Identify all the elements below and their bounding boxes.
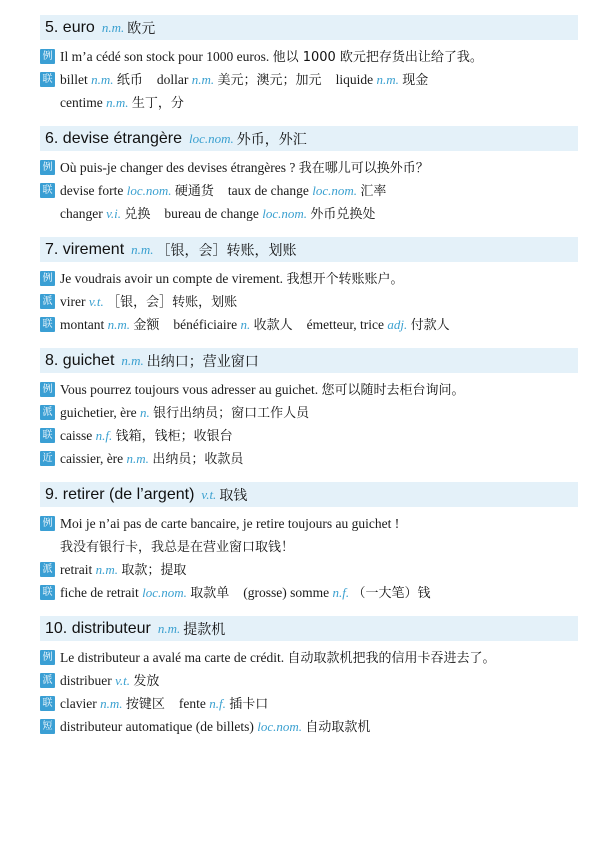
french-text: Moi je n’ai pas de carte bancaire, je retire toujours au guichet !	[60, 516, 400, 531]
french-text: Je voudrais avoir un compte de virement.	[60, 271, 284, 286]
chinese-text: 取款；提取	[121, 563, 187, 578]
entry	[40, 348, 578, 470]
translation: 外币，外汇	[236, 131, 307, 148]
chinese-text: 钱箱，钱柜；收银台	[115, 429, 233, 444]
french-text: fente	[178, 696, 206, 711]
line-text	[60, 424, 233, 448]
part-of-speech: n.	[240, 317, 251, 332]
part-of-speech: n.	[140, 405, 150, 420]
chinese-text: 外币兑换处	[310, 207, 376, 222]
chinese-text: 生丁，分	[131, 96, 184, 111]
entry-header	[40, 616, 578, 641]
chinese-text: 我没有银行卡，我总是在营业窗口取钱！	[60, 540, 295, 555]
line-text	[60, 692, 268, 716]
entry-line	[40, 424, 578, 447]
headword: 8. guichet	[45, 351, 115, 369]
headword: 5. euro	[45, 18, 95, 36]
french-text: Le distributeur a avalé ma carte de crédit.	[60, 650, 285, 665]
part-of-speech: loc.nom.	[142, 585, 187, 600]
chinese-text: 银行出纳员；窗口工作人员	[153, 406, 310, 421]
entry-line	[40, 179, 578, 202]
chinese-text: 现金	[402, 73, 429, 88]
chinese-text: 自动取款机把我的信用卡吞进去了。	[287, 651, 496, 666]
french-text: guichetier, ère	[60, 405, 137, 420]
french-text: bénéficiaire	[173, 317, 238, 332]
part-of-speech: loc.nom.	[188, 130, 234, 146]
french-text: distribuer	[60, 673, 112, 688]
part-of-speech: v.t.	[88, 294, 104, 309]
line-tag: 派	[40, 562, 55, 577]
part-of-speech: n.m.	[101, 19, 125, 35]
entry	[40, 482, 578, 604]
part-of-speech: n.m.	[100, 696, 123, 711]
entry-line	[40, 535, 578, 558]
entry-line	[40, 558, 578, 581]
entry-line	[40, 581, 578, 604]
part-of-speech: n.m.	[157, 620, 181, 636]
chinese-text: 我在哪儿可以换外币？	[298, 161, 429, 176]
part-of-speech: loc.nom.	[262, 206, 308, 221]
line-tag: 近	[40, 451, 55, 466]
line-text	[60, 669, 159, 693]
french-text: caisse	[60, 428, 93, 443]
entry	[40, 237, 578, 336]
french-text: clavier	[60, 696, 97, 711]
entry-line	[40, 313, 578, 336]
line-text	[60, 646, 496, 670]
chinese-text: 他以 1000 欧元把存货出让给了我。	[272, 50, 483, 65]
chinese-text: ［银，会］转账，划账	[107, 295, 238, 310]
entry-header	[40, 237, 578, 262]
chinese-text: 自动取款机	[305, 720, 371, 735]
translation: 取钱	[219, 487, 248, 504]
french-text: dollar	[156, 72, 189, 87]
chinese-text: 您可以随时去柜台询问。	[321, 383, 465, 398]
french-text: distributeur automatique (de billets)	[60, 719, 254, 734]
chinese-text: 我想开个转账账户。	[286, 272, 404, 287]
entry-line	[40, 646, 578, 669]
entry-line	[40, 156, 578, 179]
entry-line	[40, 91, 578, 114]
entry-line	[40, 290, 578, 313]
line-text	[60, 68, 428, 92]
french-text: liquide	[335, 72, 374, 87]
part-of-speech: v.i.	[106, 206, 122, 221]
chinese-text: 金额	[133, 318, 160, 333]
line-text	[60, 313, 450, 337]
line-text	[60, 378, 464, 402]
entry-line	[40, 401, 578, 424]
part-of-speech: v.t.	[115, 673, 131, 688]
part-of-speech: adj.	[387, 317, 408, 332]
french-text: taux de change	[227, 183, 309, 198]
part-of-speech: n.m.	[131, 241, 154, 257]
line-tag: 例	[40, 271, 55, 286]
entry-line	[40, 669, 578, 692]
line-tag: 例	[40, 49, 55, 64]
entry-header	[40, 482, 578, 507]
chinese-text: 按键区	[125, 697, 165, 712]
part-of-speech: n.m.	[107, 317, 131, 332]
chinese-text: 汇率	[360, 184, 387, 199]
french-text: billet	[60, 72, 88, 87]
french-text: Il m’a cédé son stock pour 1000 euros.	[60, 49, 270, 64]
line-tag: 例	[40, 650, 55, 665]
entry-line	[40, 692, 578, 715]
line-tag: 例	[40, 160, 55, 175]
french-text: centime	[60, 95, 103, 110]
line-tag: 例	[40, 382, 55, 397]
entry-line	[40, 715, 578, 738]
french-text: changer	[60, 206, 103, 221]
part-of-speech: n.f.	[332, 585, 350, 600]
line-tag: 派	[40, 673, 55, 688]
part-of-speech: n.m.	[106, 95, 129, 110]
part-of-speech: n.m.	[191, 72, 215, 87]
chinese-text: 美元；澳元；加元	[217, 73, 322, 88]
line-text	[60, 156, 429, 180]
chinese-text: 取款单	[190, 586, 230, 601]
line-text	[60, 45, 483, 69]
part-of-speech: n.m.	[376, 72, 399, 87]
line-text	[60, 179, 386, 203]
french-text: Où puis-je changer des devises étrangères ?	[60, 160, 296, 175]
line-text	[60, 267, 403, 291]
entry-header	[40, 15, 578, 40]
french-text: émetteur, trice	[306, 317, 385, 332]
entry-line	[40, 267, 578, 290]
headword: 7. virement	[45, 240, 125, 258]
line-text	[60, 715, 370, 739]
line-text	[60, 401, 309, 425]
part-of-speech: n.f.	[209, 696, 226, 711]
chinese-text: 出纳员；收款员	[152, 452, 244, 467]
chinese-text: 纸币	[116, 73, 143, 88]
entry-header	[40, 126, 578, 151]
line-tag: 联	[40, 585, 55, 600]
entry-line	[40, 512, 578, 535]
part-of-speech: v.t.	[201, 486, 217, 502]
line-tag: 联	[40, 183, 55, 198]
entry-line	[40, 378, 578, 401]
headword: 6. devise étrangère	[45, 129, 182, 147]
line-tag: 短	[40, 719, 55, 734]
chinese-text: 收款人	[253, 318, 293, 333]
line-text	[60, 447, 243, 471]
line-text	[60, 202, 375, 226]
line-tag: 例	[40, 516, 55, 531]
headword: 10. distributeur	[45, 619, 151, 637]
entry	[40, 15, 578, 114]
line-text	[60, 91, 184, 115]
line-text	[60, 535, 294, 559]
line-tag: 联	[40, 317, 55, 332]
line-tag: 联	[40, 72, 55, 87]
french-text: caissier, ère	[60, 451, 124, 466]
chinese-text: 付款人	[410, 318, 450, 333]
part-of-speech: n.m.	[91, 72, 114, 87]
line-text	[60, 581, 431, 605]
french-text: (grosse) somme	[243, 585, 330, 600]
entry-line	[40, 447, 578, 470]
entry-header	[40, 348, 578, 373]
entry-line	[40, 202, 578, 225]
french-text: bureau de change	[164, 206, 259, 221]
french-text: montant	[60, 317, 105, 332]
translation: 提款机	[183, 621, 226, 638]
chinese-text: （一大笔）钱	[352, 586, 431, 601]
line-text	[60, 290, 237, 314]
chinese-text: 硬通货	[174, 184, 214, 199]
part-of-speech: n.m.	[121, 352, 144, 368]
part-of-speech: n.f.	[95, 428, 113, 443]
french-text: fiche de retrait	[60, 585, 139, 600]
headword: 9. retirer (de l’argent)	[45, 485, 195, 503]
translation: 欧元	[127, 20, 156, 37]
part-of-speech: loc.nom.	[312, 183, 358, 198]
chinese-text: 插卡口	[229, 697, 269, 712]
french-text: Vous pourrez toujours vous adresser au guichet.	[60, 382, 319, 397]
french-text: devise forte	[60, 183, 124, 198]
line-tag: 派	[40, 405, 55, 420]
part-of-speech: n.m.	[126, 451, 149, 466]
part-of-speech: loc.nom.	[257, 719, 302, 734]
entry	[40, 126, 578, 225]
part-of-speech: loc.nom.	[126, 183, 172, 198]
chinese-text: 发放	[133, 674, 160, 689]
entry-line	[40, 68, 578, 91]
french-text: retrait	[60, 562, 93, 577]
entry-line	[40, 45, 578, 68]
part-of-speech: n.m.	[95, 562, 118, 577]
chinese-text: 兑换	[124, 207, 151, 222]
translation: ［银，会］转账，划账	[156, 242, 297, 259]
line-text	[60, 558, 186, 582]
line-tag: 联	[40, 428, 55, 443]
line-tag: 联	[40, 696, 55, 711]
entry	[40, 616, 578, 738]
translation: 出纳口；营业窗口	[146, 353, 259, 370]
line-tag: 派	[40, 294, 55, 309]
french-text: virer	[60, 294, 86, 309]
line-text	[60, 512, 399, 535]
